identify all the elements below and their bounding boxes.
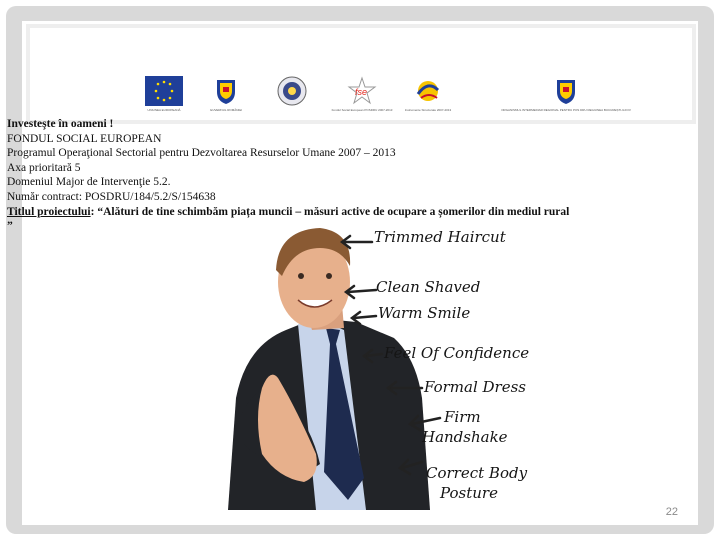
logo-caption: GUVERNUL ROMÂNIEI: [209, 108, 243, 112]
logo-caption: ORGANISMUL INTERMEDIAR REGIONAL PENTRU POS DRU REGIUNEA BUCUREȘTI-ILFOV: [501, 108, 631, 112]
intervention-domain: Domeniul Major de Intervenţie 5.2.: [7, 176, 171, 189]
logo-caption: UNIUNEA EUROPEANĂ: [147, 108, 181, 112]
structural-instruments-icon: [413, 76, 443, 106]
logo-caption: Instrumente Structurale 2007-2013: [404, 108, 452, 112]
annotation-correct-body: Correct Body: [426, 464, 528, 482]
project-title-end: ”: [7, 220, 13, 233]
svg-text:fse: fse: [355, 87, 368, 97]
logo-bar: [26, 24, 696, 124]
priority-axis: Axa prioritară 5: [7, 161, 81, 174]
fund-name: FONDUL SOCIAL EUROPEAN: [7, 132, 162, 145]
project-title-label: Titlul proiectului: [7, 205, 91, 218]
page-number: 22: [665, 506, 678, 518]
annotation-formal-dress: Formal Dress: [424, 378, 526, 396]
project-title-value: : “Alături de tine schimbăm piața muncii – măsuri active de ocupare a șomerilor din mediul rural: [90, 205, 570, 218]
logo-caption: Fondul Social European POSDRU 2007-2013: [331, 108, 393, 112]
contract-number: Număr contract: POSDRU/184/5.2/S/154638: [7, 190, 216, 203]
eu-flag-icon: [145, 76, 183, 106]
ministry-seal-icon: [277, 76, 307, 106]
slogan: Investeşte în oameni !: [7, 118, 114, 130]
regional-body-coat-of-arms-icon: [555, 76, 577, 106]
annotation-firm: Firm: [444, 408, 481, 426]
annotation-confidence: Feel Of Confidence: [384, 344, 530, 362]
annotation-clean-shaved: Clean Shaved: [376, 278, 481, 296]
annotation-warm-smile: Warm Smile: [378, 304, 471, 322]
fse-logo-icon: [347, 76, 377, 106]
romania-coat-of-arms-icon: [215, 76, 237, 106]
project-title: [7, 205, 707, 220]
annotation-handshake: Handshake: [422, 428, 508, 446]
program-name: Programul Operaţional Sectorial pentru Dezvoltarea Resurselor Umane 2007 – 2013: [7, 147, 396, 160]
annotation-trimmed-haircut: Trimmed Haircut: [374, 228, 506, 246]
professional-appearance-image: [216, 218, 532, 510]
annotation-posture: Posture: [440, 484, 498, 502]
project-info: [7, 117, 707, 234]
